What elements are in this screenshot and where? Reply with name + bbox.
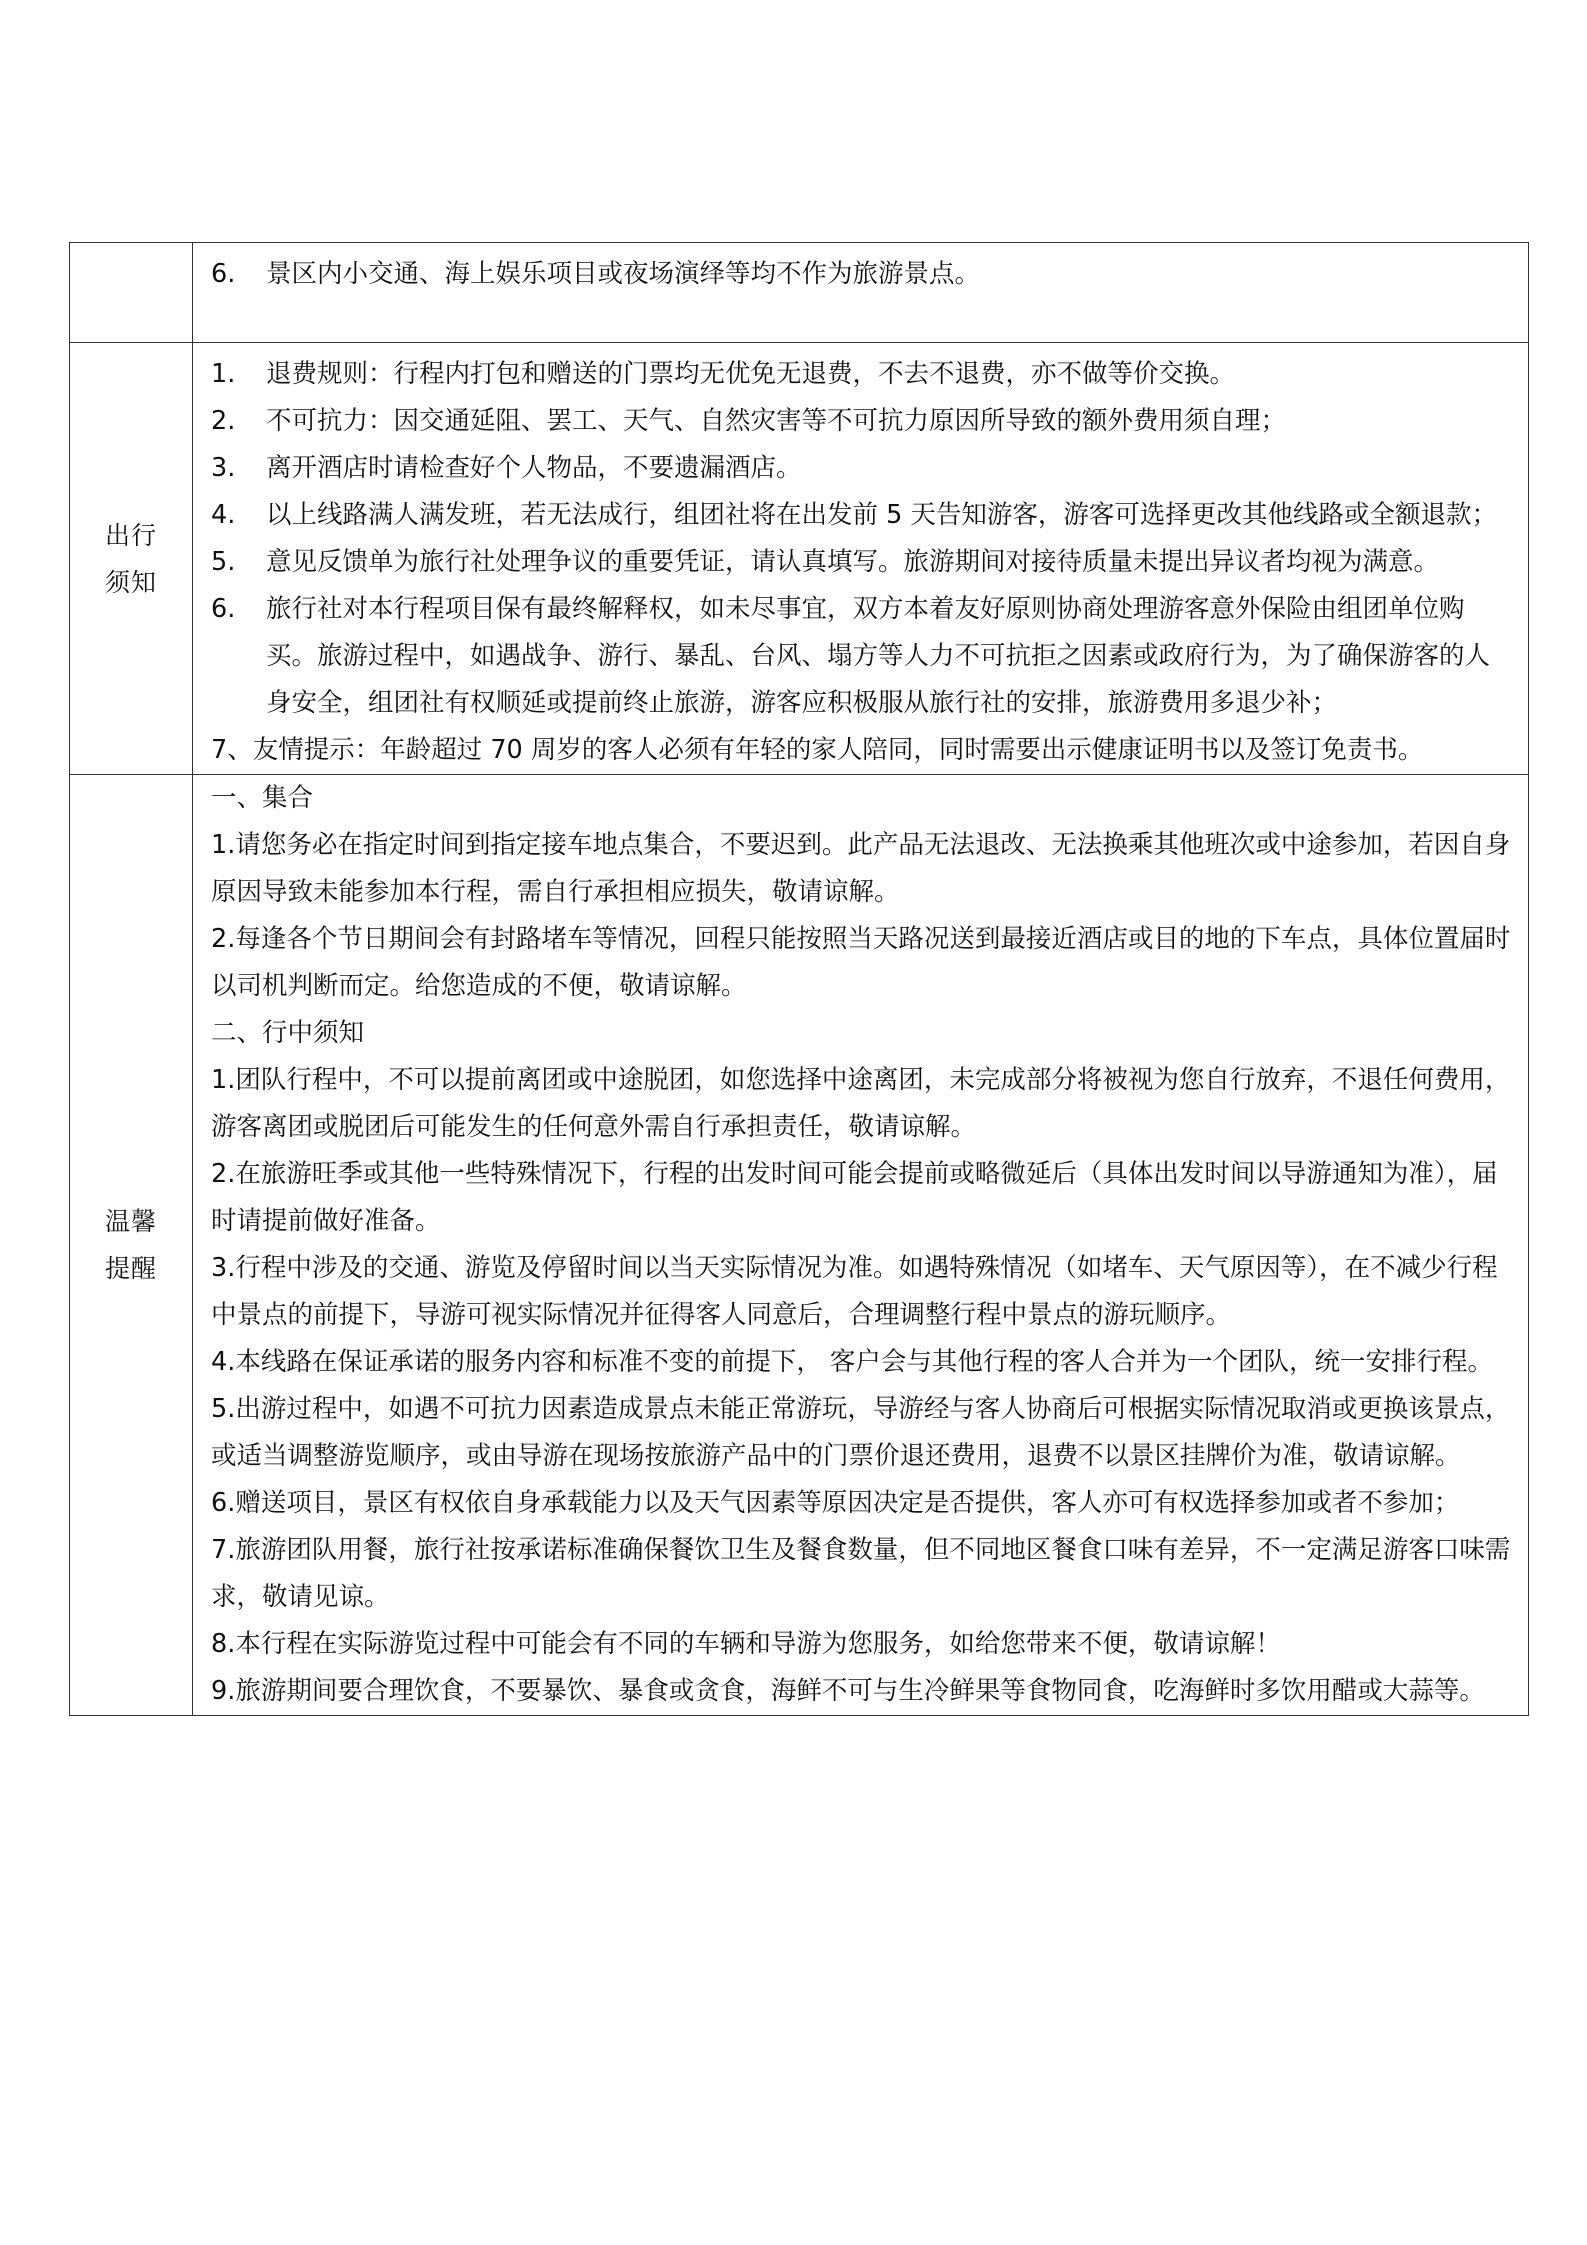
paragraph: 4.本线路在保证承诺的服务内容和标准不变的前提下， 客户会与其他行程的客人合并为一个团队，统一安排行程。 bbox=[211, 1347, 1493, 1377]
row-label-travel-notice bbox=[70, 343, 193, 775]
item-text: 以上线路满人满发班，若无法成行，组团社将在出发前 5 天告知游客，游客可选择更改其他线路或全额退款； bbox=[266, 500, 1497, 530]
item-text: 离开酒店时请检查好个人物品，不要遗漏酒店。 bbox=[266, 453, 802, 483]
list-item bbox=[211, 539, 1514, 586]
item-number: 6. bbox=[211, 594, 236, 624]
row-content bbox=[193, 243, 1529, 343]
paragraph: 3.行程中涉及的交通、游览及停留时间以当天实际情况为准。如遇特殊情况（如堵车、天气原因等），在不减少行程中景点的前提下，导游可视实际情况并征得客人同意后，合理调整行程中景点的游玩顺序。 bbox=[211, 1253, 1498, 1330]
item-number: 2. bbox=[211, 406, 236, 436]
row-label-reminders bbox=[70, 775, 193, 1716]
list-item bbox=[211, 398, 1514, 445]
table-row bbox=[70, 243, 1529, 343]
paragraph: 8.本行程在实际游览过程中可能会有不同的车辆和导游为您服务，如给您带来不便，敬请谅解！ bbox=[211, 1629, 1281, 1659]
item-number: 3. bbox=[211, 453, 236, 483]
section-heading: 一、集合 bbox=[211, 783, 314, 813]
row-content bbox=[193, 343, 1529, 775]
list-item bbox=[211, 251, 1514, 298]
item-number: 6. bbox=[211, 259, 236, 289]
row-label-empty bbox=[70, 243, 193, 343]
paragraph: 6.赠送项目，景区有权依自身承载能力以及天气因素等原因决定是否提供，客人亦可有权选择参加或者不参加； bbox=[211, 1488, 1460, 1518]
row-label: 出行须知 bbox=[104, 520, 157, 597]
numbered-list bbox=[211, 351, 1514, 727]
paragraph: 9.旅游期间要合理饮食，不要暴饮、暴食或贪食，海鲜不可与生冷鲜果等食物同食，吃海鲜时多饮用醋或大蒜等。 bbox=[211, 1676, 1485, 1706]
table-row bbox=[70, 343, 1529, 775]
list-item bbox=[211, 445, 1514, 492]
table-row bbox=[70, 775, 1529, 1716]
row-label: 温馨提醒 bbox=[104, 1207, 157, 1283]
item-text: 意见反馈单为旅行社处理争议的重要凭证，请认真填写。旅游期间对接待质量未提出异议者均视为满意。 bbox=[266, 547, 1440, 577]
item-number: 1. bbox=[211, 359, 236, 389]
paragraph: 2.在旅游旺季或其他一些特殊情况下，行程的出发时间可能会提前或略微延后（具体出发时间以导游通知为准），届时请提前做好准备。 bbox=[211, 1159, 1498, 1236]
paragraph: 1.团队行程中，不可以提前离团或中途脱团，如您选择中途离团，未完成部分将被视为您自行放弃，不退任何费用，游客离团或脱团后可能发生的任何意外需自行承担责任，敬请谅解。 bbox=[211, 1065, 1511, 1142]
section-heading: 二、行中须知 bbox=[211, 1018, 365, 1048]
itinerary-notes-table bbox=[69, 242, 1529, 1716]
item-text: 不可抗力：因交通延阻、罢工、天气、自然灾害等不可抗力原因所导致的额外费用须自理； bbox=[266, 406, 1287, 436]
friendly-tip: 7、友情提示：年龄超过 70 周岁的客人必须有年轻的家人陪同，同时需要出示健康证明书以及签订免责书。 bbox=[211, 735, 1424, 765]
item-text: 退费规则：行程内打包和赠送的门票均无优免无退费，不去不退费，亦不做等价交换。 bbox=[266, 359, 1236, 389]
paragraph: 7.旅游团队用餐，旅行社按承诺标准确保餐饮卫生及餐食数量，但不同地区餐食口味有差异，不一定满足游客口味需求，敬请见谅。 bbox=[211, 1535, 1511, 1612]
list-item bbox=[211, 492, 1514, 539]
item-text: 旅行社对本行程项目保有最终解释权，如未尽事宜，双方本着友好原则协商处理游客意外保险由组团单位购买。旅游过程中，如遇战争、游行、暴乱、台风、塌方等人力不可抗拒之因素或政府行为，为了确保游客的人身安全，组团社有权顺延或提前终止旅游，游客应积极服从旅行社的安排，旅游费用多退少补； bbox=[266, 594, 1491, 718]
paragraph: 5.出游过程中，如遇不可抗力因素造成景点未能正常游玩，导游经与客人协商后可根据实际情况取消或更换该景点，或适当调整游览顺序，或由导游在现场按旅游产品中的门票价退还费用，退费不以景区挂牌价为准，敬请谅解。 bbox=[211, 1394, 1511, 1471]
paragraph: 1.请您务必在指定时间到指定接车地点集合，不要迟到。此产品无法退改、无法换乘其他班次或中途参加，若因自身原因导致未能参加本行程，需自行承担相应损失，敬请谅解。 bbox=[211, 830, 1511, 907]
item-text: 景区内小交通、海上娱乐项目或夜场演绎等均不作为旅游景点。 bbox=[266, 259, 981, 289]
item-number: 4. bbox=[211, 500, 236, 530]
row-content bbox=[193, 775, 1529, 1716]
list-item bbox=[211, 351, 1514, 398]
paragraph: 2.每逢各个节日期间会有封路堵车等情况，回程只能按照当天路况送到最接近酒店或目的地的下车点，具体位置届时以司机判断而定。给您造成的不便，敬请谅解。 bbox=[211, 924, 1511, 1001]
item-number: 5. bbox=[211, 547, 236, 577]
list-item bbox=[211, 586, 1514, 727]
numbered-list bbox=[211, 251, 1514, 298]
